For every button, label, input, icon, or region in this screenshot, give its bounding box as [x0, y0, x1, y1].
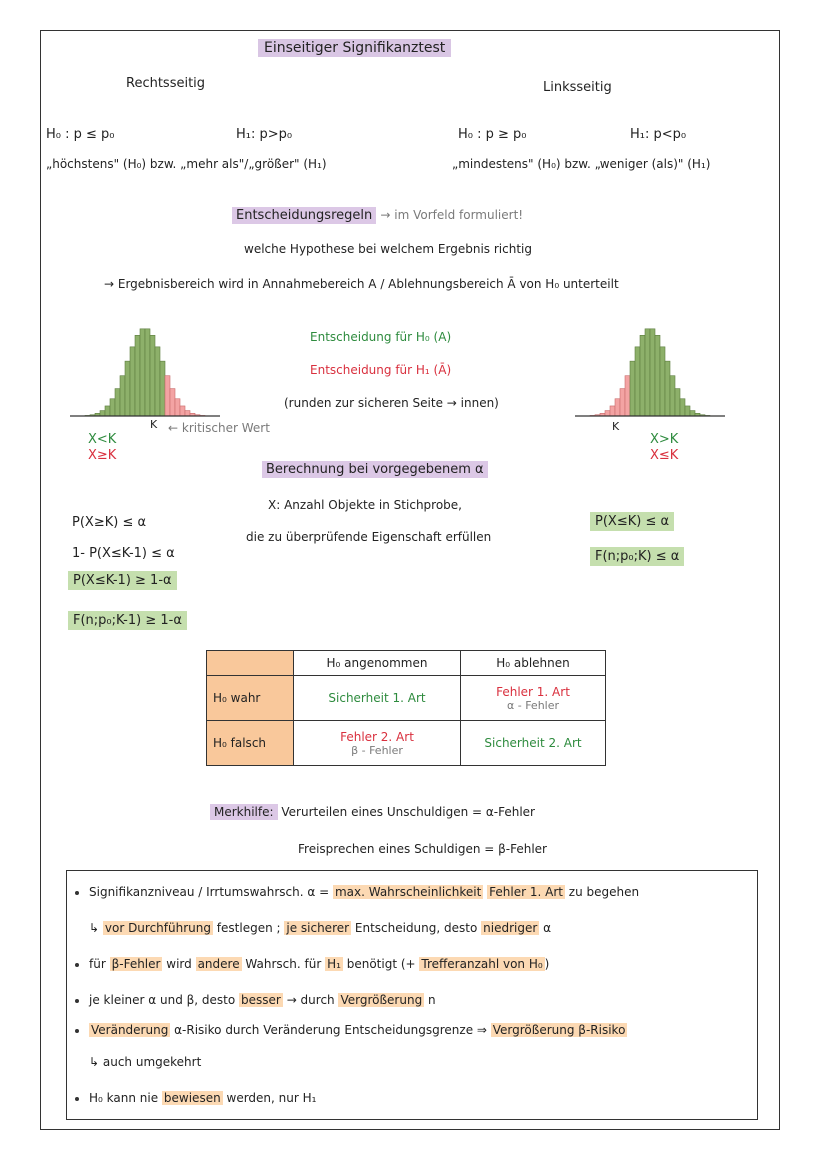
histogram-bar	[135, 335, 140, 416]
legend-h1: Entscheidung für H₁ (Ā)	[310, 363, 452, 377]
left-wording: „mindestens" (H₀) bzw. „weniger (als)" (H₁)	[452, 157, 711, 171]
histogram-bar	[625, 376, 630, 416]
right-region-green: X<K	[88, 432, 117, 447]
rules-line1: welche Hypothese bei welchem Ergebnis richtig	[244, 242, 532, 256]
right-wording: „höchstens" (H₀) bzw. „mehr als"/„größer" (H₁)	[46, 157, 327, 171]
legend-h0: Entscheidung für H₀ (A)	[310, 330, 452, 344]
right-tailed-distribution	[70, 322, 220, 418]
histogram-bar	[185, 411, 190, 416]
histogram-bar	[650, 329, 655, 416]
histogram-bar	[615, 399, 620, 416]
table-row-true: H₀ wahr	[207, 676, 294, 721]
histogram-bar	[120, 376, 125, 416]
left-formula-2: F(n;p₀;K) ≤ α	[590, 549, 684, 564]
histogram-bar	[115, 389, 120, 416]
left-tailed-heading: Linksseitig	[543, 80, 612, 95]
rules-heading: Entscheidungsregeln → im Vorfeld formuliert!	[232, 208, 523, 223]
left-region-red: X≤K	[650, 448, 679, 463]
histogram-bar	[680, 399, 685, 416]
rules-line2: → Ergebnisbereich wird in Annahmebereich A / Ablehnungsbereich Ā von H₀ unterteilt	[104, 277, 619, 291]
histogram-bar	[630, 361, 635, 416]
histogram-bar	[175, 399, 180, 416]
critical-value-label: ← kritischer Wert	[168, 421, 270, 435]
histogram-bar	[155, 347, 160, 416]
note-5: Veränderung α-Risiko durch Veränderung Entscheidungsgrenze ⇒ Vergrößerung β-Risiko	[75, 1023, 627, 1037]
histogram-bar	[655, 335, 660, 416]
histogram-bar	[130, 347, 135, 416]
decision-table	[206, 650, 606, 766]
page-title: Einseitiger Signifikanztest	[258, 40, 451, 56]
notes-box	[66, 870, 758, 1120]
histogram-bar	[610, 406, 615, 416]
histogram-bar	[635, 347, 640, 416]
right-h1: H₁: p>p₀	[236, 127, 293, 142]
note-3: für β-Fehler wird andere Wahrsch. für H₁ benötigt (+ Trefferanzahl von H₀ )	[75, 957, 549, 971]
histogram-bar	[165, 376, 170, 416]
histogram-bar	[645, 329, 650, 416]
note-1: Signifikanzniveau / Irrtumswahrsch. α = max. Wahrscheinlichkeit Fehler 1. Art zu begehen	[75, 885, 639, 899]
table-cell-certainty-2: Sicherheit 2. Art	[461, 721, 606, 766]
memo-line1: Merkhilfe: Verurteilen eines Unschuldigen = α-Fehler	[210, 805, 535, 819]
left-formula-1: P(X≤K) ≤ α	[590, 514, 674, 529]
right-formula-3: P(X≤K-1) ≥ 1-α	[68, 573, 177, 588]
histogram-bar	[660, 347, 665, 416]
table-cell-certainty-1: Sicherheit 1. Art	[294, 676, 461, 721]
histogram-bar	[125, 361, 130, 416]
right-tailed-heading: Rechtsseitig	[126, 76, 206, 91]
histogram-bar	[690, 411, 695, 416]
right-region-red: X≥K	[88, 448, 117, 463]
histogram-bar	[685, 406, 690, 416]
table-corner	[207, 651, 294, 676]
calc-heading: Berechnung bei vorgegebenem α	[262, 462, 488, 477]
right-formula-1: P(X≥K) ≤ α	[72, 515, 147, 530]
memo-line2: Freisprechen eines Schuldigen = β-Fehler	[298, 842, 547, 856]
histogram-bar	[665, 361, 670, 416]
note-7: H₀ kann nie bewiesen werden, nur H₁	[75, 1091, 316, 1105]
histogram-bar	[640, 335, 645, 416]
calc-line2: die zu überprüfende Eigenschaft erfüllen	[246, 530, 492, 544]
rounding-note: (runden zur sicheren Seite → innen)	[284, 396, 499, 410]
table-cell-error-2: Fehler 2. Art β - Fehler	[294, 721, 461, 766]
histogram-bar	[160, 361, 165, 416]
left-k-label: K	[612, 420, 620, 433]
histogram-bar	[670, 376, 675, 416]
left-h1: H₁: p<p₀	[630, 127, 687, 142]
histogram-bar	[675, 389, 680, 416]
histogram-bar	[140, 329, 145, 416]
table-col-reject: H₀ ablehnen	[461, 651, 606, 676]
table-col-accept: H₀ angenommen	[294, 651, 461, 676]
note-2: ↳ vor Durchführung festlegen ; je sicherer Entscheidung, desto niedriger α	[89, 921, 552, 935]
note-6: ↳ auch umgekehrt	[89, 1055, 202, 1069]
histogram-bar	[105, 406, 110, 416]
left-region-green: X>K	[650, 432, 679, 447]
right-formula-4: F(n;p₀;K-1) ≥ 1-α	[68, 613, 187, 628]
histogram-bar	[170, 389, 175, 416]
right-formula-2: 1- P(X≤K-1) ≤ α	[72, 546, 175, 561]
left-tailed-distribution	[575, 322, 725, 418]
calc-line1: X: Anzahl Objekte in Stichprobe,	[268, 498, 462, 512]
table-row-false: H₀ falsch	[207, 721, 294, 766]
histogram-bar	[180, 406, 185, 416]
table-cell-error-1: Fehler 1. Art α - Fehler	[461, 676, 606, 721]
histogram-bar	[620, 389, 625, 416]
right-k-label: K	[150, 418, 158, 431]
right-h0: H₀ : p ≤ p₀	[46, 127, 115, 142]
note-4: je kleiner α und β, desto besser → durch Vergrößerung n	[75, 993, 436, 1007]
histogram-bar	[150, 335, 155, 416]
histogram-bar	[145, 329, 150, 416]
histogram-bar	[605, 411, 610, 416]
left-h0: H₀ : p ≥ p₀	[458, 127, 527, 142]
histogram-bar	[100, 411, 105, 416]
histogram-bar	[110, 399, 115, 416]
